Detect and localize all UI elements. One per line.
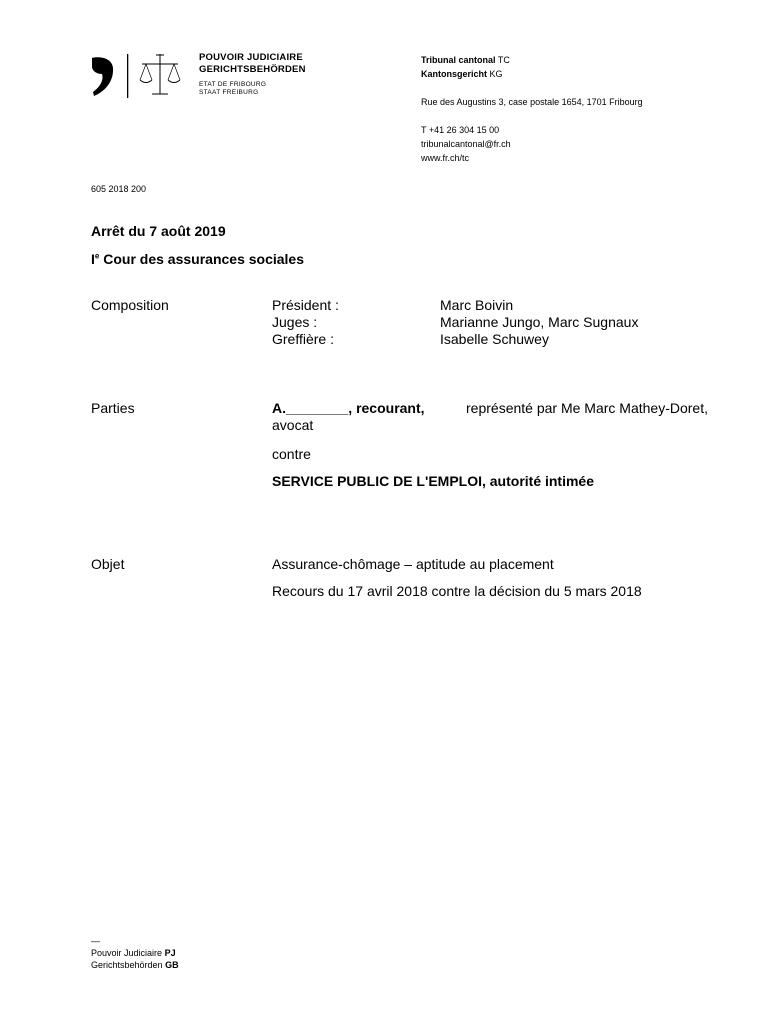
court-contact-block (421, 53, 643, 165)
court-address: Rue des Augustins 3, case postale 1654, 1701 Fribourg (421, 97, 643, 107)
org-name-de: GERICHTSBEHÖRDEN (199, 64, 306, 75)
state-name-fr: ETAT DE FRIBOURG (199, 81, 267, 88)
contre-text: contre (272, 446, 311, 462)
case-reference: 605 2018 200 (91, 184, 147, 194)
state-name-de: STAAT FREIBURG (199, 89, 259, 96)
role-president: Président : (272, 297, 339, 313)
court-name-de: Kantonsgericht KG (421, 69, 503, 79)
name-greffiere: Isabelle Schuwey (440, 331, 549, 347)
composition-roles (272, 297, 339, 348)
court-phone: T +41 26 304 15 00 (421, 125, 500, 135)
org-name-fr: POUVOIR JUDICIAIRE (199, 52, 303, 63)
role-juges: Juges : (272, 314, 318, 330)
party-intimee: SERVICE PUBLIC DE L'EMPLOI, autorité intimée (272, 473, 595, 489)
fribourg-justice-logo (90, 52, 190, 100)
name-president: Marc Boivin (440, 297, 514, 313)
court-email[interactable]: tribunalcantonal@fr.ch (421, 139, 511, 149)
composition-names (440, 297, 638, 348)
footer-dash: — (91, 936, 100, 946)
state-name (199, 81, 266, 97)
court-name-fr: Tribunal cantonal TC (421, 55, 510, 65)
footer (91, 935, 179, 971)
page-title: Arrêt du 7 août 2019 (91, 223, 226, 239)
court-website[interactable]: www.fr.ch/tc (421, 153, 470, 163)
footer-line-de: Gerichtsbehörden GB (91, 960, 179, 970)
composition-label: Composition (91, 297, 169, 313)
objet-recours: Recours du 17 avril 2018 contre la décision du 5 mars 2018 (272, 583, 642, 599)
court-chamber: Ie Cour des assurances sociales (91, 251, 305, 267)
objet-label: Objet (91, 556, 125, 572)
party-recourant (272, 400, 708, 434)
parties-label: Parties (91, 400, 135, 416)
party-recourant-line2: avocat (272, 417, 314, 433)
footer-line-fr: Pouvoir Judiciaire PJ (91, 948, 176, 958)
objet-subject: Assurance-chômage – aptitude au placement (272, 556, 554, 572)
org-name (199, 52, 306, 76)
name-juges: Marianne Jungo, Marc Sugnaux (440, 314, 639, 330)
party-recourant-line1: A.________, recourant, représenté par Me Marc Mathey-Doret, (272, 400, 708, 416)
role-greffiere: Greffière : (272, 331, 334, 347)
